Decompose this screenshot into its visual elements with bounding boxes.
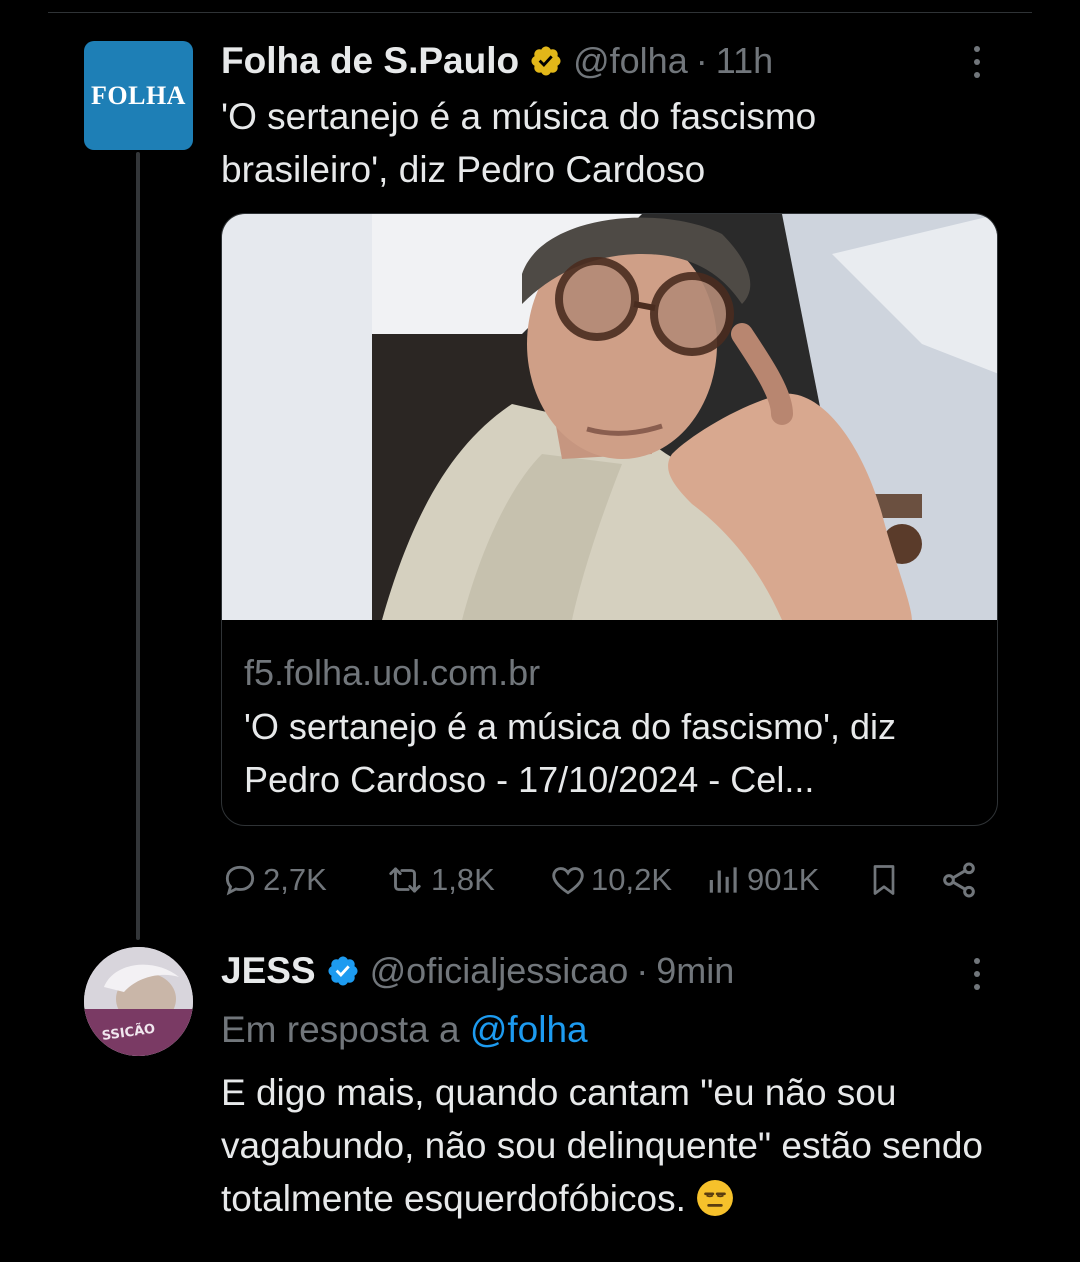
reply-count: 2,7K [263, 862, 327, 897]
reply-tweet-body [221, 1066, 991, 1231]
reply-to-mention[interactable]: @folha [469, 1009, 588, 1050]
reply-icon [221, 861, 259, 899]
jess-avatar-text: SSICÃO [100, 1021, 157, 1045]
heart-icon [549, 861, 587, 899]
bookmark-button[interactable] [866, 855, 902, 905]
link-preview-card[interactable] [221, 213, 998, 826]
original-tweet-text: 'O sertanejo é a música do fascismo brasileiro', diz Pedro Cardoso [221, 96, 817, 190]
views-icon [705, 861, 743, 899]
reply-context [221, 1009, 588, 1051]
reply-time-separator: · [636, 950, 649, 991]
folha-avatar-logo-text: FOLHA [91, 80, 186, 110]
card-image [222, 214, 998, 620]
repost-button[interactable] [383, 855, 495, 905]
original-tweet-header [221, 36, 773, 86]
reply-handle[interactable]: @oficialjessicao [369, 950, 629, 991]
like-button[interactable] [549, 855, 672, 905]
reply-tweet-header [221, 946, 734, 996]
bookmark-icon [866, 861, 902, 899]
reply-display-name[interactable]: JESS [221, 950, 316, 991]
time-separator: · [695, 40, 708, 81]
card-title: 'O sertanejo é a música do fascismo', diz Pedro Cardoso - 17/10/2024 - Cel... [244, 706, 897, 800]
views-button[interactable] [705, 855, 819, 905]
unamused-face-icon [696, 1178, 734, 1231]
thread-line [136, 152, 140, 940]
jess-avatar[interactable] [84, 947, 193, 1056]
reply-to-label: Em resposta a [221, 1009, 460, 1050]
blue-verified-badge-icon[interactable] [326, 954, 360, 988]
gold-verified-badge-icon[interactable] [529, 44, 563, 78]
views-count: 901K [747, 862, 820, 897]
reply-timestamp[interactable]: 9min [656, 950, 735, 991]
reply-more-options-icon[interactable] [962, 952, 992, 996]
top-divider [48, 12, 1032, 13]
like-count: 10,2K [591, 862, 673, 897]
share-button[interactable] [939, 855, 979, 905]
repost-icon [383, 861, 427, 899]
original-timestamp[interactable]: 11h [715, 40, 774, 81]
folha-avatar[interactable] [84, 41, 193, 150]
original-more-options-icon[interactable] [962, 40, 992, 84]
share-icon [939, 860, 979, 900]
original-handle[interactable]: @folha [573, 40, 688, 81]
original-display-name[interactable]: Folha de S.Paulo [221, 40, 520, 81]
card-domain: f5.folha.uol.com.br [244, 652, 541, 693]
reply-button[interactable] [221, 855, 327, 905]
reply-tweet-text: E digo mais, quando cantam "eu não sou vagabundo, não sou delinquente" estão sendo totalmente esquerdofóbicos. [221, 1072, 983, 1219]
repost-count: 1,8K [431, 862, 495, 897]
